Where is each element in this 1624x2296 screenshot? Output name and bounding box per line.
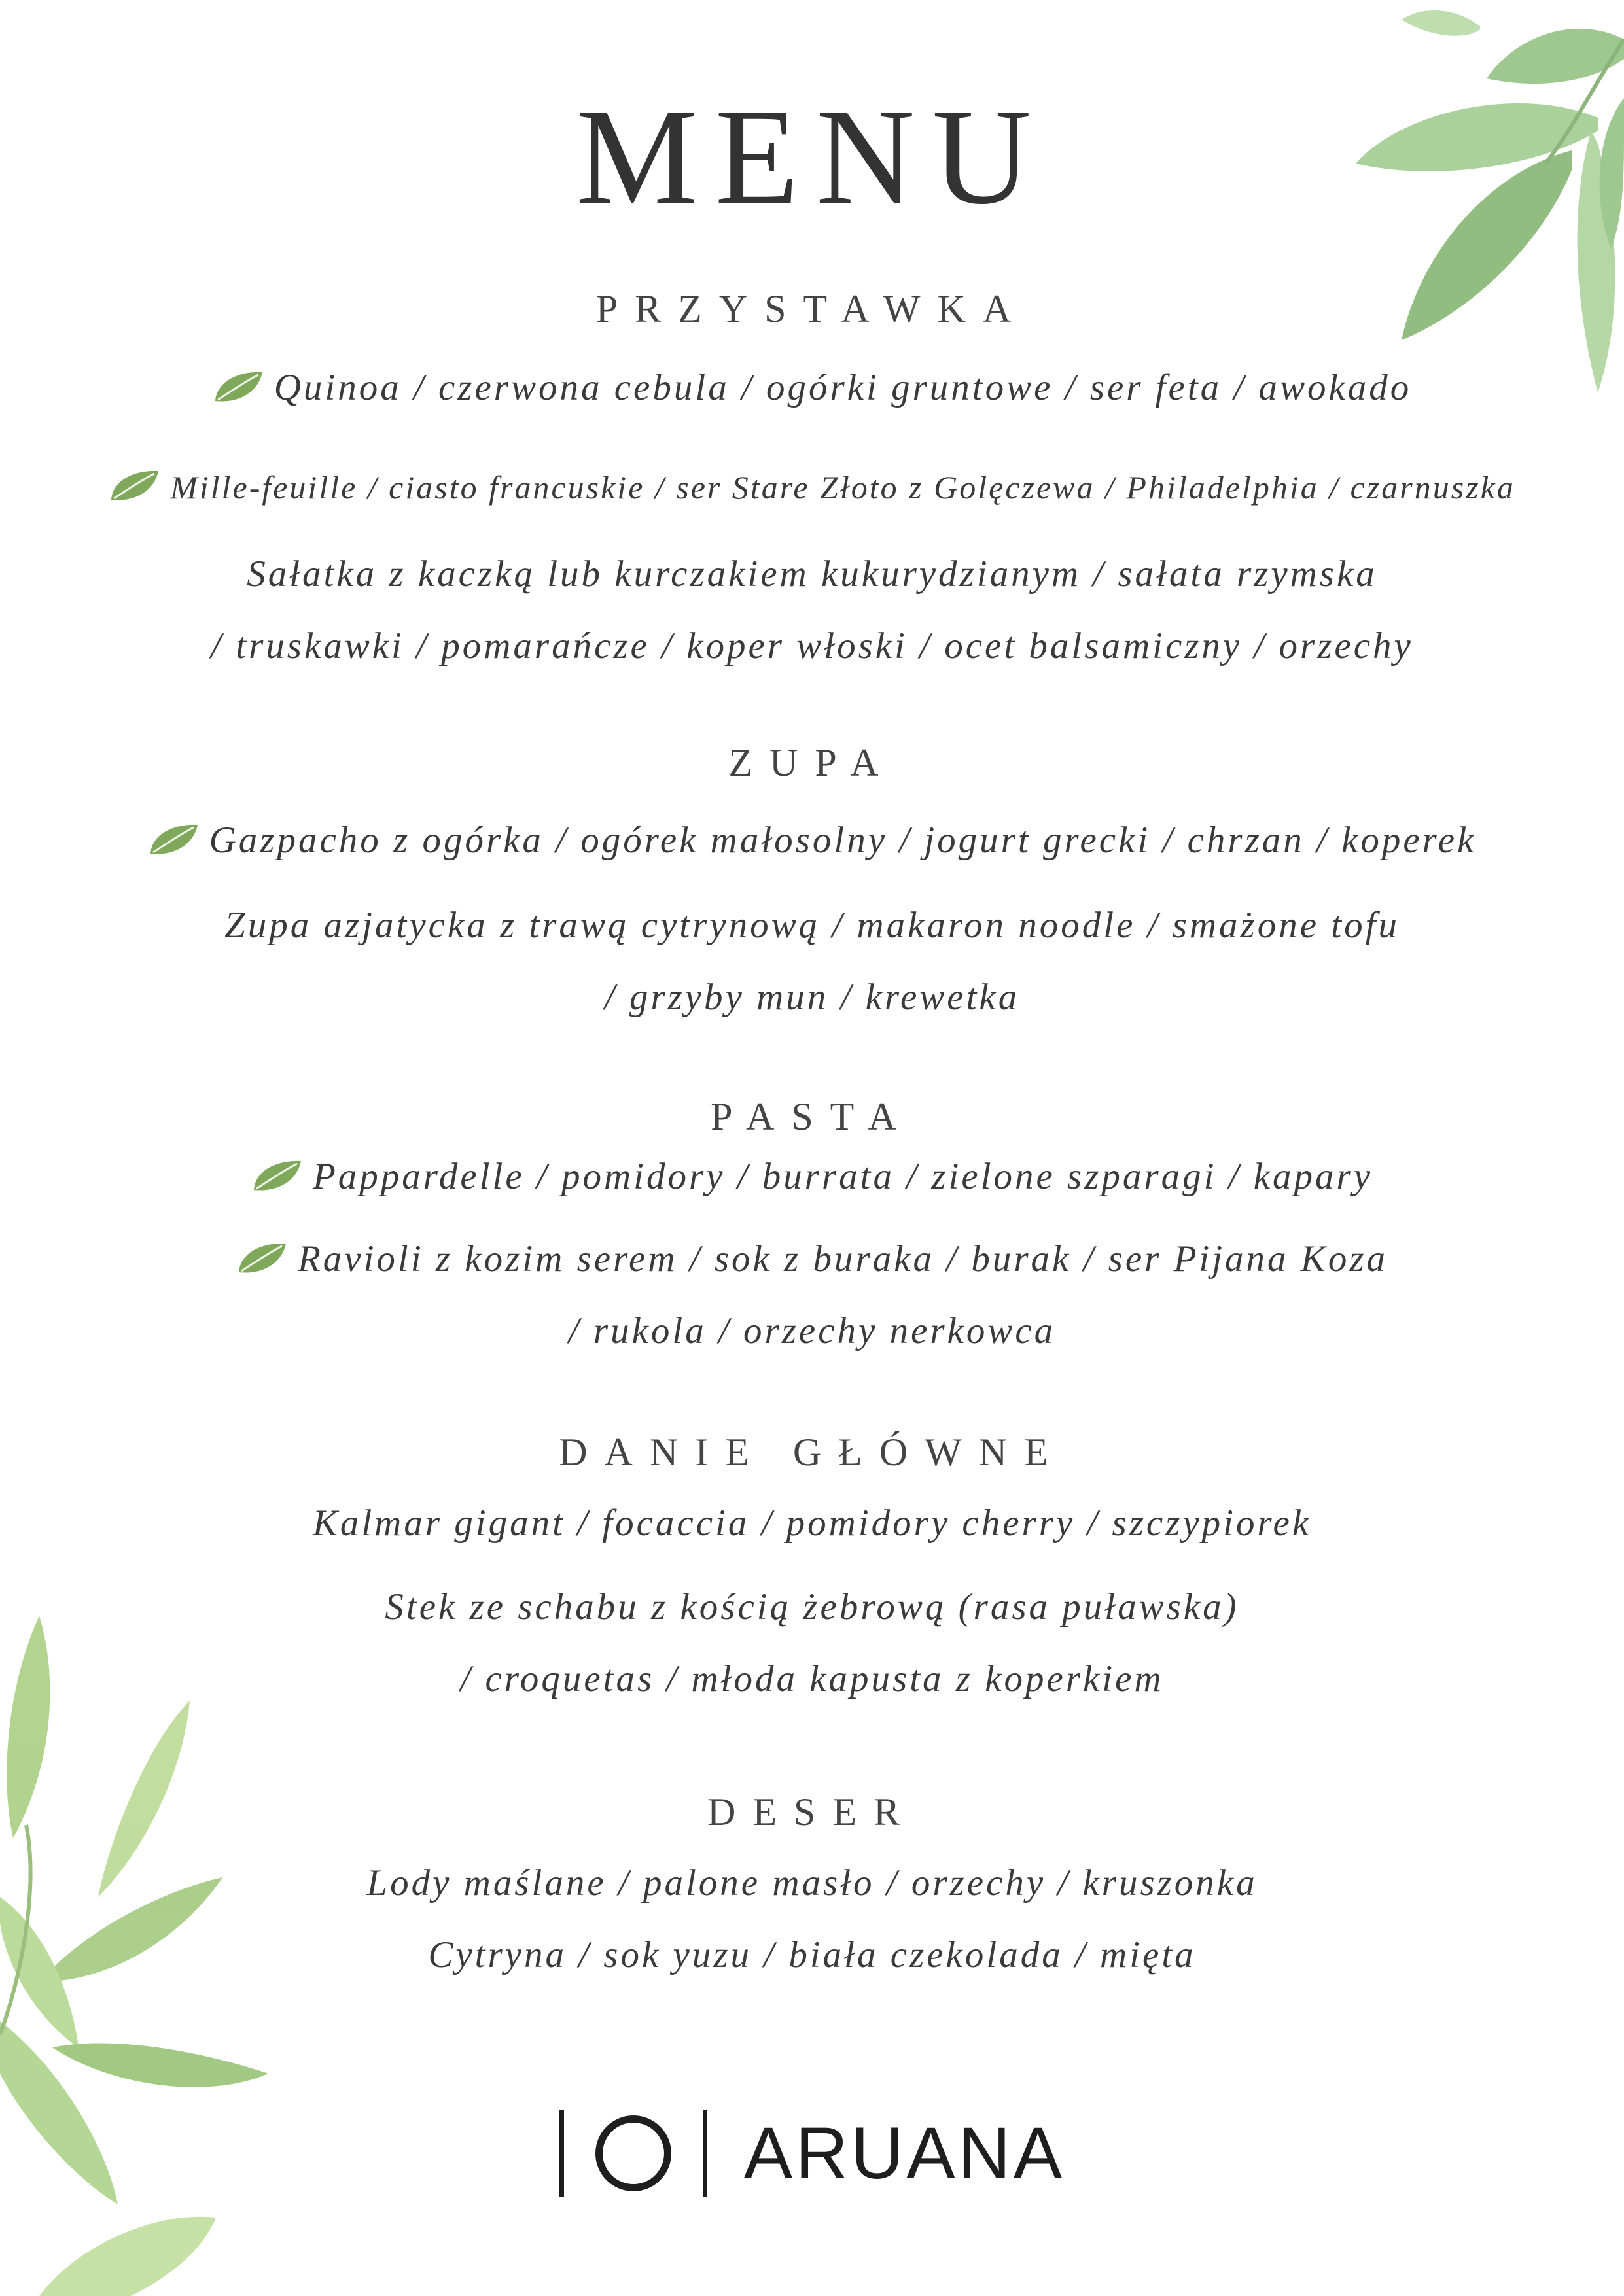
menu-item-text: Zupa azjatycka z trawą cytrynową / makaron noodle / smażone tofu	[224, 905, 1400, 946]
logo-ring-icon	[595, 2115, 671, 2191]
menu-item-text: Ravioli z kozim serem / sok z buraka / burak / ser Pijana Koza	[297, 1238, 1388, 1279]
menu-title: MENU	[575, 81, 1049, 233]
menu-item	[0, 366, 1624, 409]
menu-item	[0, 819, 1624, 861]
section-heading-przystawka: PRZYSTAWKA	[595, 287, 1029, 330]
menu-item-text: / rukola / orzechy nerkowca	[568, 1310, 1056, 1351]
menu-item-text: Cytryna / sok yuzu / biała czekolada / mięta	[428, 1934, 1196, 1975]
leaf-icon	[109, 467, 161, 504]
leaf-icon	[148, 821, 200, 858]
menu-item-text: Quinoa / czerwona cebula / ogórki gruntowe / ser feta / awokado	[274, 367, 1412, 408]
menu-item-text: Gazpacho z ogórka / ogórek małosolny / jogurt grecki / chrzan / koperek	[209, 820, 1477, 861]
section-heading-danie-glowne: DANIE GŁÓWNE	[559, 1431, 1065, 1474]
brand-name: ARUANA	[743, 2112, 1065, 2194]
menu-item-text: / truskawki / pomarańcze / koper włoski / ocet balsamiczny / orzechy	[211, 625, 1413, 667]
section-heading-zupa: ZUPA	[728, 741, 896, 784]
menu-item-text: Lody maślane / palone masło / orzechy / kruszonka	[366, 1862, 1258, 1904]
menu-item	[0, 1238, 1624, 1280]
menu-item-text: Pappardelle / pomidory / burrata / zielone szparagi / kapary	[312, 1156, 1373, 1197]
menu-item	[0, 1155, 1624, 1198]
menu-item	[0, 467, 1624, 506]
menu-item-text: Mille-feuille / ciasto francuskie / ser Stare Złoto z Golęczewa / Philadelphia / czarnuszka	[170, 469, 1515, 506]
menu-item-text: / grzyby mun / krewetka	[604, 977, 1020, 1018]
menu-item-text: Sałatka z kaczką lub kurczakiem kukurydzianym / sałata rzymska	[247, 553, 1377, 595]
section-heading-pasta: PASTA	[711, 1095, 913, 1138]
menu-item-text: / croquetas / młoda kapusta z koperkiem	[460, 1658, 1164, 1699]
leaf-icon	[251, 1157, 304, 1194]
brand-logo	[0, 2108, 1624, 2199]
section-heading-deser: DESER	[707, 1790, 917, 1834]
leaf-icon	[236, 1240, 289, 1276]
menu-item-text: Kalmar gigant / focaccia / pomidory cherry / szczypiorek	[312, 1503, 1312, 1544]
menu-item-text: Stek ze schabu z kością żebrową (rasa puławska)	[385, 1586, 1239, 1627]
logo-bar-left	[559, 2110, 564, 2197]
leaf-icon	[213, 368, 265, 405]
logo-bar-right	[703, 2110, 707, 2197]
